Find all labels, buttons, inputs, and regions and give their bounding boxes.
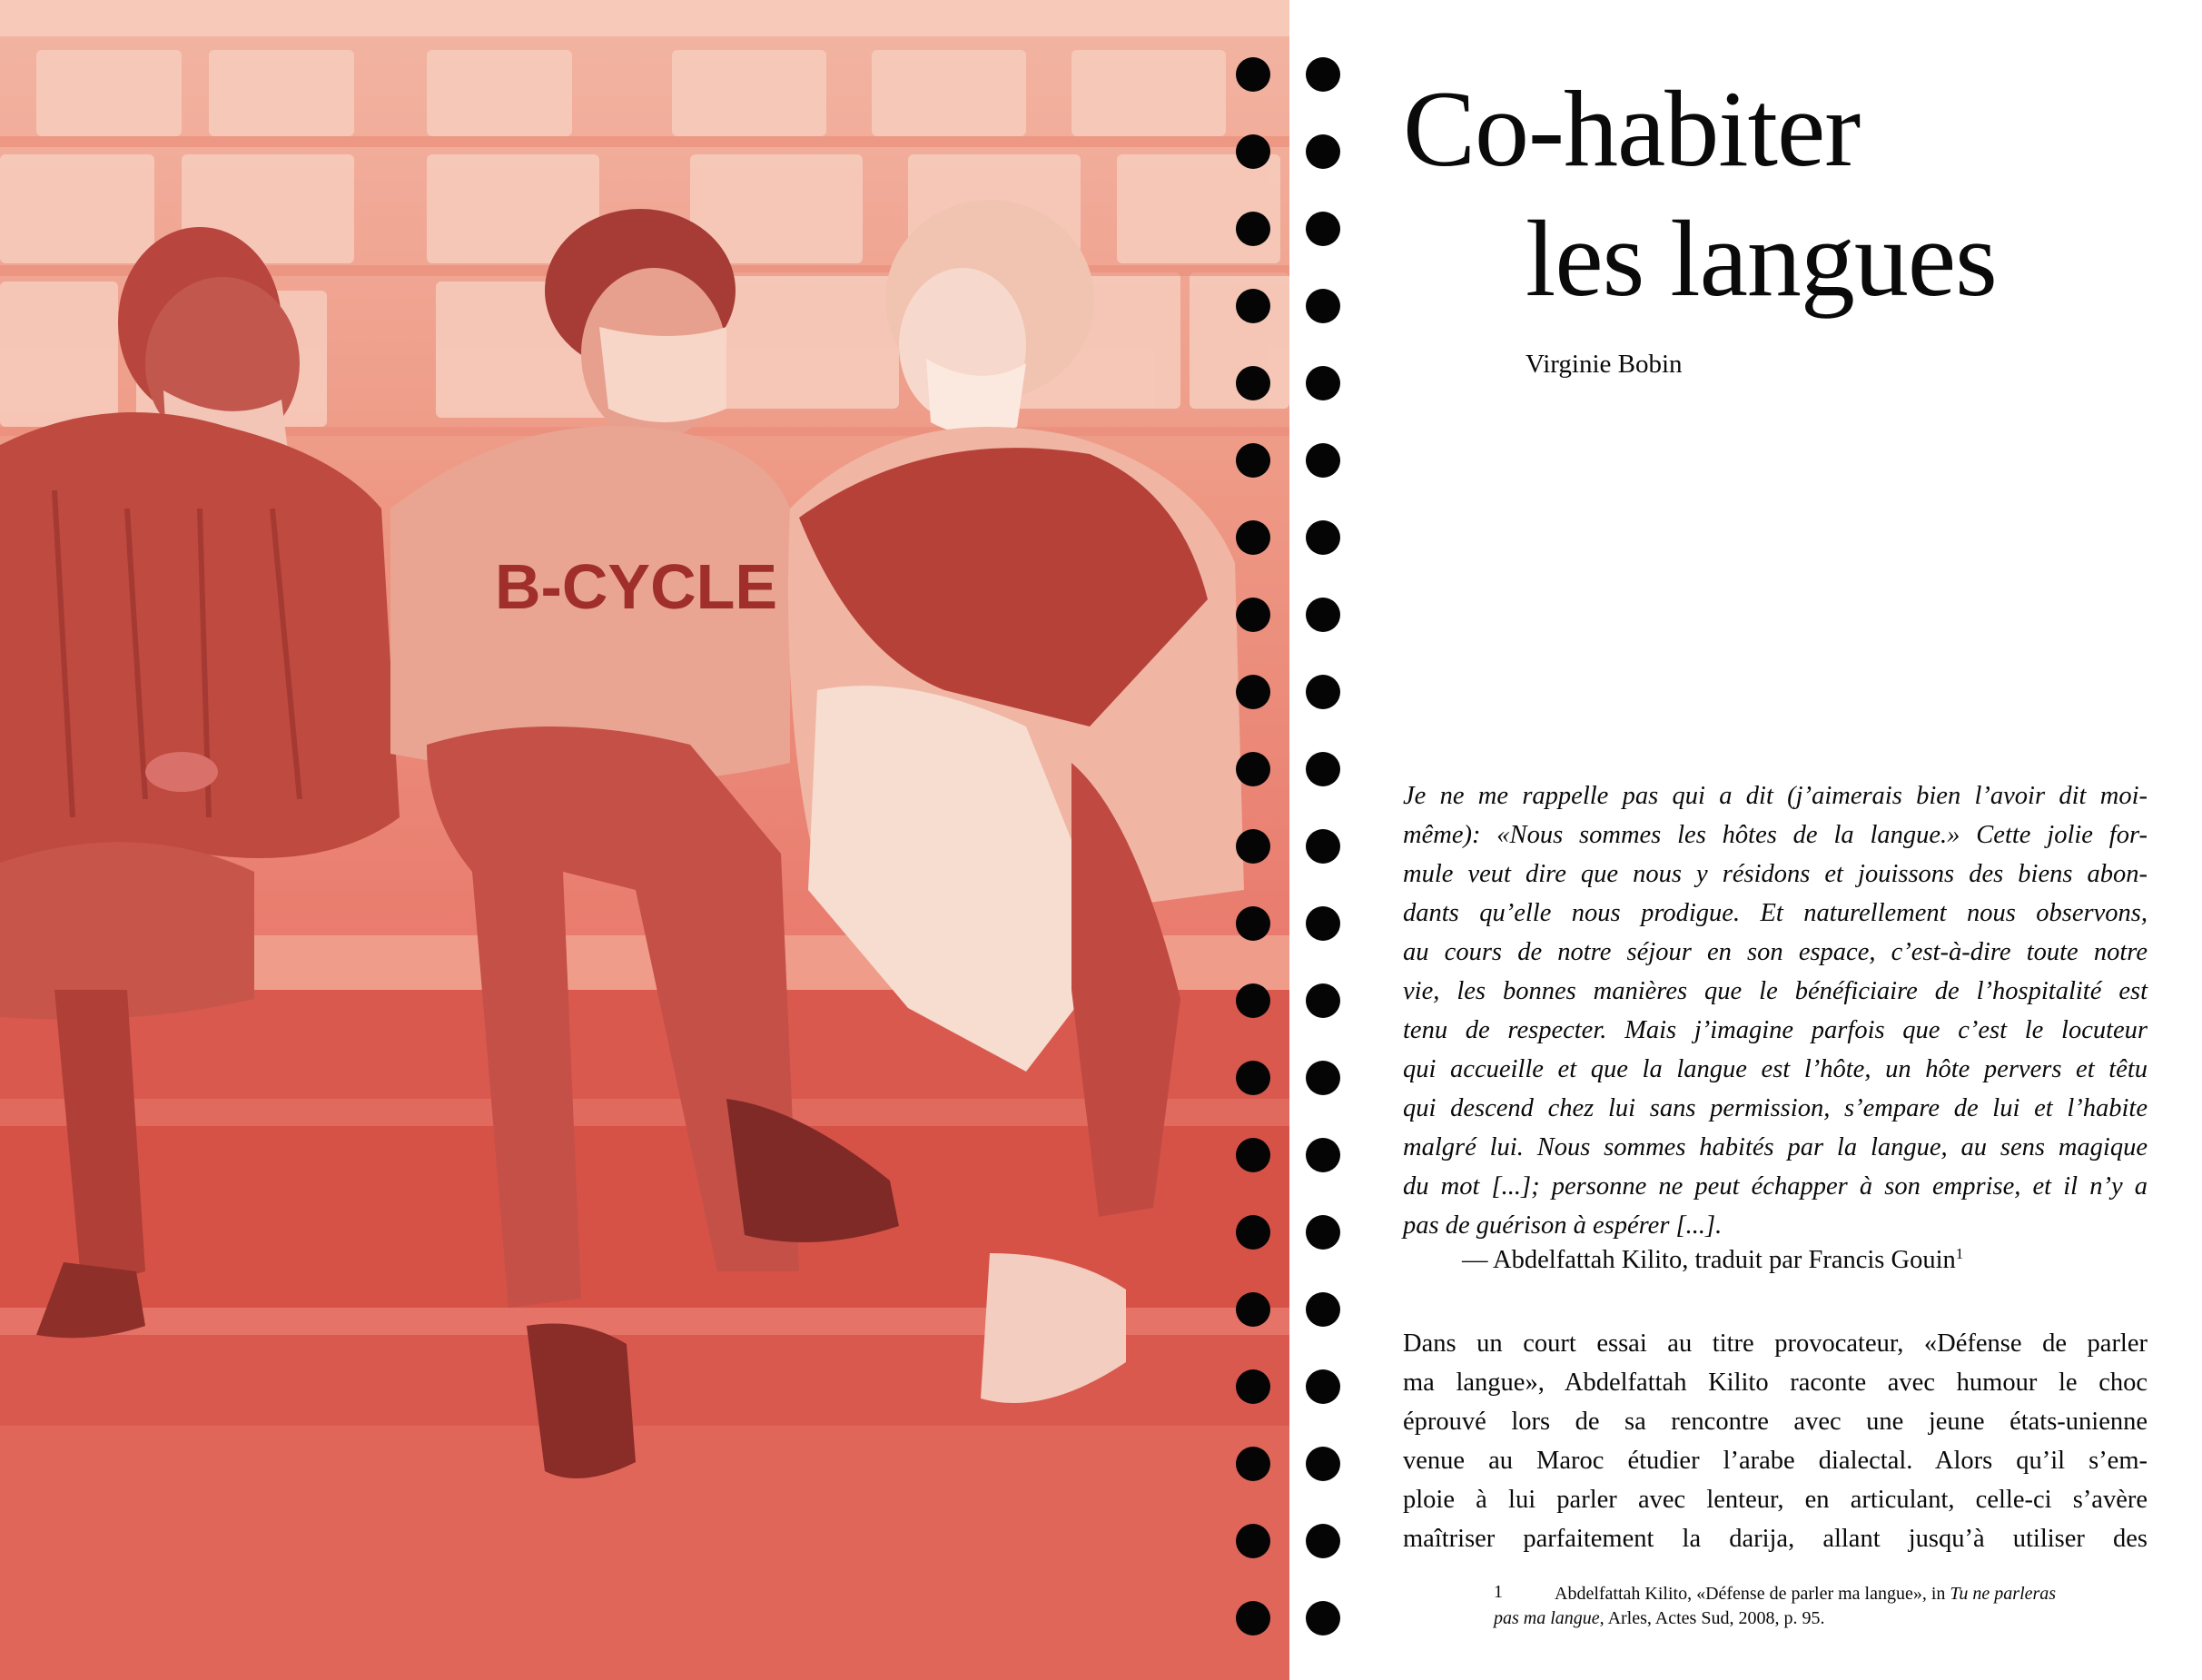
article-body bbox=[1403, 1324, 2148, 1558]
binding-hole bbox=[1236, 983, 1270, 1018]
binding-hole bbox=[1236, 598, 1270, 632]
body-line: Dans un court essai au titre provocateur, «Défense de parler bbox=[1403, 1329, 2148, 1358]
author-name: Virginie Bobin bbox=[1526, 350, 1683, 379]
binding-hole bbox=[1236, 443, 1270, 478]
binding-hole bbox=[1306, 829, 1340, 864]
footnote-book-title-1: Tu ne parleras bbox=[1950, 1584, 2057, 1604]
binding-hole bbox=[1306, 57, 1340, 92]
binding-hole bbox=[1236, 57, 1270, 92]
binding-hole bbox=[1236, 1447, 1270, 1481]
footnote-text bbox=[1555, 1582, 2149, 1606]
binding-hole bbox=[1306, 1447, 1340, 1481]
binding-hole bbox=[1236, 134, 1270, 169]
epigraph-line: dants qu’elle nous prodigue. Et naturellement nous observons, bbox=[1403, 899, 2148, 927]
epigraph-line: tenu de respecter. Mais j’imagine parfois que c’est le locuteur bbox=[1403, 1016, 2148, 1044]
binding-hole bbox=[1306, 1369, 1340, 1404]
binding-hole bbox=[1236, 1138, 1270, 1172]
epigraph-quote bbox=[1403, 776, 2148, 1245]
binding-hole bbox=[1306, 752, 1340, 786]
shirt-print: B-CYCLE bbox=[495, 551, 778, 622]
binding-hole bbox=[1236, 520, 1270, 555]
binding-hole bbox=[1306, 520, 1340, 555]
body-line: maîtriser parfaitement la darija, allant jusqu’à utiliser des bbox=[1403, 1525, 2148, 1553]
epigraph-line: vie, les bonnes manières que le bénéficiaire de l’hospitalité est bbox=[1403, 977, 2148, 1005]
epigraph-line: qui descend chez lui sans permission, s’empare de lui et l’habite bbox=[1403, 1094, 2148, 1122]
binding-hole bbox=[1306, 289, 1340, 323]
article-title-line-2: les langues bbox=[1526, 198, 1997, 319]
body-line: éprouvé lors de sa rencontre avec une jeune états-unienne bbox=[1403, 1408, 2148, 1436]
binding-hole bbox=[1236, 289, 1270, 323]
epigraph-line: mule veut dire que nous y résidons et jouissons des biens abon- bbox=[1403, 860, 2148, 888]
binding-hole bbox=[1306, 366, 1340, 400]
footnote-text-after: , Arles, Actes Sud, 2008, p. 95. bbox=[1599, 1608, 1825, 1628]
binding-hole bbox=[1236, 1215, 1270, 1250]
binding-hole bbox=[1306, 1524, 1340, 1558]
binding-hole bbox=[1236, 1292, 1270, 1327]
epigraph-line: au cours de notre séjour en son espace, c’est-à-dire toute notre bbox=[1403, 938, 2148, 966]
binding-hole bbox=[1236, 1369, 1270, 1404]
binding-hole bbox=[1306, 443, 1340, 478]
epigraph-line: Je ne me rappelle pas qui a dit (j’aimerais bien l’avoir dit moi- bbox=[1403, 782, 2148, 810]
binding-hole bbox=[1236, 752, 1270, 786]
binding-hole bbox=[1306, 906, 1340, 941]
attribution-text: — Abdelfattah Kilito, traduit par Francis Gouin bbox=[1462, 1246, 1956, 1274]
binding-hole bbox=[1306, 675, 1340, 709]
binding-hole bbox=[1236, 675, 1270, 709]
binding-hole bbox=[1306, 134, 1340, 169]
binding-hole bbox=[1236, 1061, 1270, 1095]
binding-hole bbox=[1306, 983, 1340, 1018]
footnote-book-title-2: pas ma langue bbox=[1494, 1608, 1600, 1628]
binding-hole bbox=[1236, 1601, 1270, 1636]
footnote-reference[interactable]: 1 bbox=[1955, 1245, 1964, 1262]
epigraph-line: pas de guérison à espérer [...]. bbox=[1403, 1211, 1723, 1240]
binding-hole bbox=[1236, 1524, 1270, 1558]
binding-hole bbox=[1306, 1138, 1340, 1172]
binding-hole bbox=[1306, 1215, 1340, 1250]
binding-hole bbox=[1236, 906, 1270, 941]
epigraph-line: du mot [...]; personne ne peut échapper à son emprise, et il n’y a bbox=[1403, 1172, 2148, 1201]
body-line: ploie à lui parler avec lenteur, en articulant, celle-ci s’avère bbox=[1403, 1486, 2148, 1514]
binding-hole bbox=[1306, 212, 1340, 246]
body-line: venue au Maroc étudier l’arabe dialectal. Alors qu’il s’em- bbox=[1403, 1447, 2148, 1475]
binding-hole bbox=[1306, 1601, 1340, 1636]
article-title-line-1: Co-habiter bbox=[1403, 68, 1861, 189]
footnote-number: 1 bbox=[1494, 1582, 1503, 1602]
binding-hole bbox=[1306, 1292, 1340, 1327]
binding-hole bbox=[1306, 1061, 1340, 1095]
epigraph-attribution bbox=[1462, 1245, 1963, 1275]
epigraph-line: malgré lui. Nous sommes habités par la langue, au sens magique bbox=[1403, 1133, 2148, 1161]
body-line: ma langue», Abdelfattah Kilito raconte avec humour le choc bbox=[1403, 1369, 2148, 1397]
footnote-text-continued bbox=[1494, 1606, 1824, 1631]
binding-hole bbox=[1236, 366, 1270, 400]
binding-hole bbox=[1236, 212, 1270, 246]
binding-hole bbox=[1306, 598, 1340, 632]
binding-hole bbox=[1236, 829, 1270, 864]
epigraph-line: qui accueille et que la langue est l’hôte, un hôte pervers et têtu bbox=[1403, 1055, 2148, 1083]
footnote-text-before: Abdelfattah Kilito, «Défense de parler ma langue», in bbox=[1555, 1584, 1946, 1604]
epigraph-line: même): «Nous sommes les hôtes de la langue.» Cette jolie for- bbox=[1403, 821, 2148, 849]
